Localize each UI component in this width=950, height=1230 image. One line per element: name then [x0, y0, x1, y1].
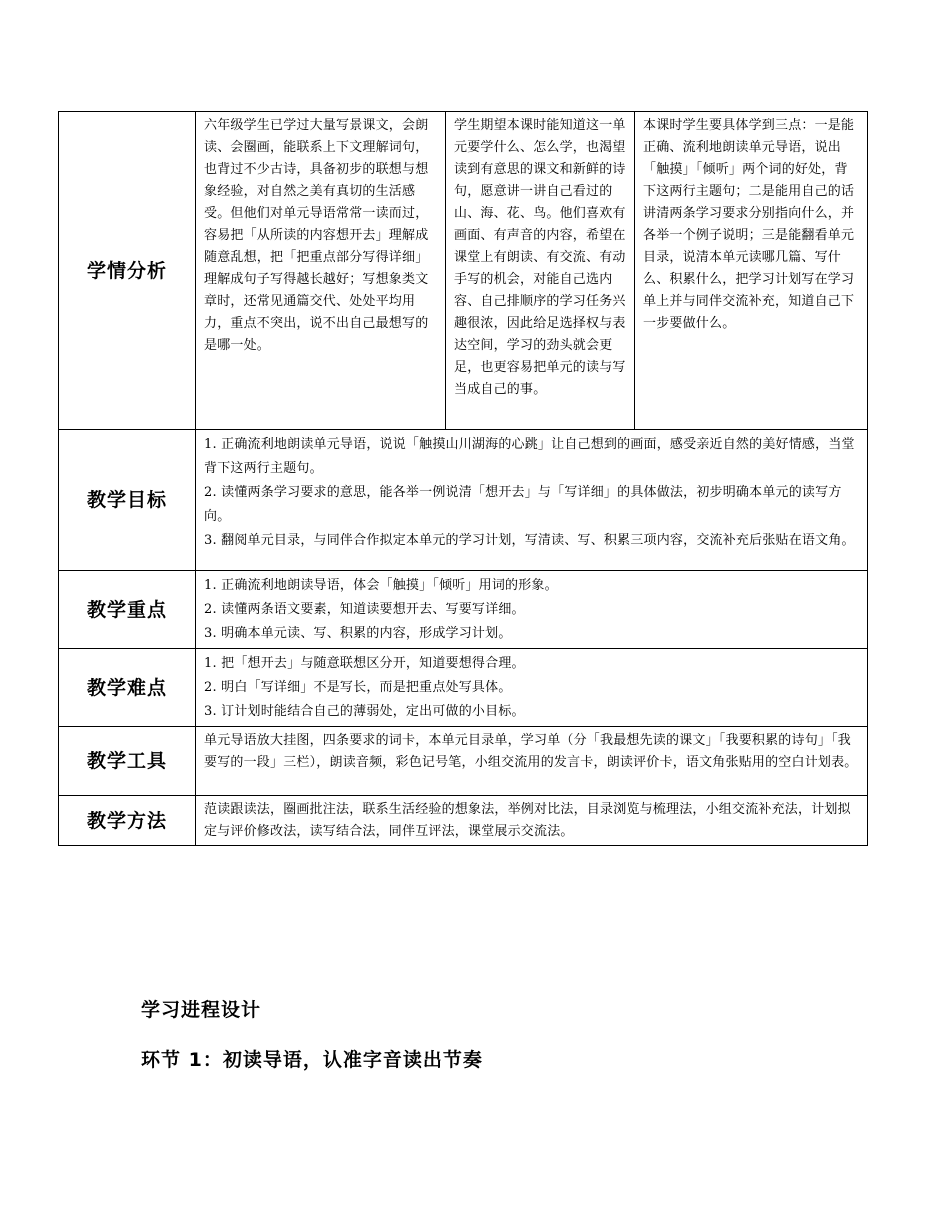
table-row-difficulties — [59, 649, 868, 727]
methods-cell: 范读跟读法，圈画批注法，联系生活经验的想象法，举例对比法，目录浏览与梳理法，小组交流补充法，计划拟定与评价修改法，读写结合法，同伴互评法，课堂展示交流法。 — [196, 796, 868, 846]
key-point-item: 1. 正确流利地朗读导语，体会「触摸」「倾听」用词的形象。 — [204, 578, 558, 593]
process-design-heading: 学习进程设计 — [141, 999, 262, 1021]
lesson-plan-table — [58, 111, 868, 846]
key-points-cell — [196, 571, 868, 649]
difficulty-item: 2. 明白「写详细」不是写长，而是把重点处写具体。 — [204, 680, 512, 695]
row-head-methods: 教学方法 — [59, 796, 196, 846]
row-head-key-points: 教学重点 — [59, 571, 196, 649]
goal-item: 1. 正确流利地朗读单元导语，说说「触摸山川湖海的心跳」让自己想到的画面，感受亲近自然的美好情感，当堂背下这两行主题句。 — [204, 437, 855, 476]
tools-cell: 单元导语放大挂图，四条要求的词卡，本单元目录单，学习单（分「我最想先读的课文」「我要积累的诗句」「我要写的一段」三栏），朗读音频，彩色记号笔，小组交流用的发言卡，朗读评价卡，语文角张贴用的空白计划表。 — [196, 727, 868, 796]
goal-item: 2. 读懂两条学习要求的意思，能各举一例说清「想开去」与「写详细」的具体做法，初步明确本单元的读写方向。 — [204, 485, 842, 524]
row-head-goals: 教学目标 — [59, 430, 196, 571]
table-row-analysis — [59, 112, 868, 430]
table-row-goals — [59, 430, 868, 571]
analysis-known: 六年级学生已学过大量写景课文，会朗读、会圈画，能联系上下文理解词句，也背过不少古诗，具备初步的联想与想象经验，对自然之美有真切的生活感受。但他们对单元导语常常一读而过，容易把「从所读的内容想开去」理解成随意乱想，把「把重点部分写得详细」理解成句子写得越长越好；写想象类文章时，还常见通篇交代、处处平均用力，重点不突出，说不出自己最想写的是哪一处。 — [196, 112, 446, 430]
key-point-item: 2. 读懂两条语文要素，知道读要想开去、写要写详细。 — [204, 602, 525, 617]
analysis-expect: 学生期望本课时能知道这一单元要学什么、怎么学，也渴望读到有意思的课文和新鲜的诗句，愿意讲一讲自己看过的山、海、花、鸟。他们喜欢有画面、有声音的内容，希望在课堂上有朗读、有交流、有动手写的机会，对能自己选内容、自己排顺序的学习任务兴趣很浓，因此给足选择权与表达空间，学习的劲头就会更足，也更容易把单元的读与写当成自己的事。 — [446, 112, 635, 430]
step-1-heading: 环节 1：初读导语，认准字音读出节奏 — [141, 1049, 483, 1071]
goal-item: 3. 翻阅单元目录，与同伴合作拟定本单元的学习计划，写清读、写、积累三项内容，交流补充后张贴在语文角。 — [204, 533, 855, 548]
key-point-item: 3. 明确本单元读、写、积累的内容，形成学习计划。 — [204, 626, 512, 641]
difficulty-item: 3. 订计划时能结合自己的薄弱处，定出可做的小目标。 — [204, 704, 525, 719]
goals-cell — [196, 430, 868, 571]
table-row-tools — [59, 727, 868, 796]
row-head-difficulties: 教学难点 — [59, 649, 196, 727]
row-head-tools: 教学工具 — [59, 727, 196, 796]
table-row-methods — [59, 796, 868, 846]
difficulties-cell — [196, 649, 868, 727]
row-head-analysis: 学情分析 — [59, 112, 196, 430]
analysis-target: 本课时学生要具体学到三点：一是能正确、流利地朗读单元导语，说出「触摸」「倾听」两个词的好处，背下这两行主题句；二是能用自己的话讲清两条学习要求分别指向什么，并各举一个例子说明；三是能翻看单元目录，说清本单元读哪几篇、写什么、积累什么，把学习计划写在学习单上并与同伴交流补充，知道自己下一步要做什么。 — [635, 112, 868, 430]
difficulty-item: 1. 把「想开去」与随意联想区分开，知道要想得合理。 — [204, 656, 525, 671]
table-row-key-points — [59, 571, 868, 649]
